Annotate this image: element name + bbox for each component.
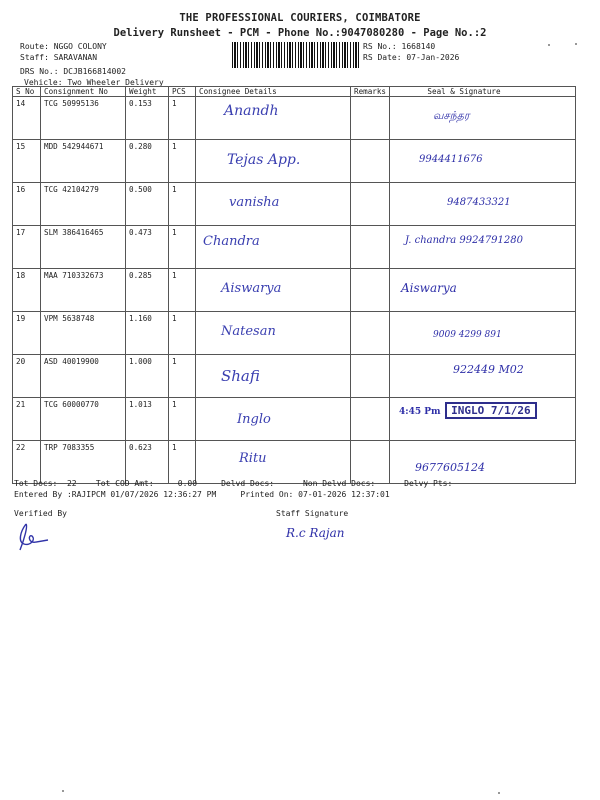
row-consignment: MAA 710332673	[41, 269, 126, 312]
row-sno: 22	[13, 441, 41, 484]
col-consignment: Consignment No	[41, 87, 126, 97]
table-row	[13, 97, 576, 140]
row-weight: 0.623	[126, 441, 169, 484]
col-pcs: PCS	[169, 87, 196, 97]
row-pcs: 1	[169, 441, 196, 484]
row-sno: 18	[13, 269, 41, 312]
row-sno: 17	[13, 226, 41, 269]
signature-handwriting: J. chandra 9924791280	[405, 235, 523, 246]
col-signature: Seal & Signature	[390, 87, 576, 97]
signature-handwriting: 9944411676	[419, 154, 483, 165]
signature-handwriting: 9009 4299 891	[433, 330, 502, 340]
row-weight: 1.000	[126, 355, 169, 398]
row-pcs: 1	[169, 140, 196, 183]
row-weight: 0.285	[126, 269, 169, 312]
inglo-stamp: INGLO 7/1/26	[445, 402, 536, 419]
meta-right	[363, 41, 459, 63]
row-consignee	[196, 183, 351, 226]
meta-left	[20, 41, 164, 88]
verifier-signature	[14, 518, 54, 556]
row-consignee	[196, 140, 351, 183]
drs-label: DRS No.: DCJB166814002	[20, 67, 126, 76]
table-row	[13, 269, 576, 312]
row-weight: 1.013	[126, 398, 169, 441]
consignee-handwriting: Chandra	[203, 234, 260, 249]
signature-handwriting: 9487433321	[447, 197, 511, 208]
row-remarks	[351, 312, 390, 355]
table-row	[13, 140, 576, 183]
consignee-handwriting: vanisha	[229, 195, 280, 210]
row-pcs: 1	[169, 183, 196, 226]
col-sno: S No	[13, 87, 41, 97]
runsheet-table	[12, 86, 576, 484]
entered-line: Entered By :RAJIPCM 01/07/2026 12:36:27 PM Printed On: 07-01-2026 12:37:01	[14, 490, 390, 499]
row-weight: 0.280	[126, 140, 169, 183]
row-consignment: TCG 50995136	[41, 97, 126, 140]
speck	[498, 792, 500, 794]
table-row	[13, 312, 576, 355]
row-signature	[390, 355, 576, 398]
row-remarks	[351, 97, 390, 140]
row-consignment: TCG 42104279	[41, 183, 126, 226]
row-remarks	[351, 183, 390, 226]
consignee-handwriting: Natesan	[221, 324, 276, 339]
delivery-stamp-block	[393, 400, 572, 419]
speck	[62, 790, 64, 792]
speck	[548, 44, 550, 46]
row-remarks	[351, 226, 390, 269]
consignee-handwriting: Tejas App.	[227, 152, 301, 168]
barcode	[232, 42, 360, 68]
row-signature	[390, 226, 576, 269]
row-consignee	[196, 97, 351, 140]
table-row	[13, 355, 576, 398]
row-consignee	[196, 312, 351, 355]
row-pcs: 1	[169, 97, 196, 140]
row-sno: 15	[13, 140, 41, 183]
col-remarks: Remarks	[351, 87, 390, 97]
row-consignment: ASD 40019900	[41, 355, 126, 398]
row-signature	[390, 312, 576, 355]
col-consignee: Consignee Details	[196, 87, 351, 97]
rs-date: RS Date: 07-Jan-2026	[363, 53, 460, 62]
row-weight: 0.153	[126, 97, 169, 140]
signature-handwriting: 9677605124	[415, 461, 486, 474]
row-sno: 16	[13, 183, 41, 226]
row-sno: 14	[13, 97, 41, 140]
row-remarks	[351, 140, 390, 183]
consignee-handwriting: Inglo	[237, 412, 271, 427]
row-pcs: 1	[169, 355, 196, 398]
row-remarks	[351, 355, 390, 398]
row-remarks	[351, 398, 390, 441]
row-weight: 1.160	[126, 312, 169, 355]
row-sno: 21	[13, 398, 41, 441]
row-consignment: SLM 386416465	[41, 226, 126, 269]
signature-handwriting: Aiswarya	[401, 281, 457, 295]
row-pcs: 1	[169, 312, 196, 355]
consignee-handwriting: Anandh	[224, 103, 279, 119]
row-pcs: 1	[169, 398, 196, 441]
consignee-handwriting: Shafi	[221, 367, 260, 385]
rs-number: RS No.: 1668140	[363, 42, 436, 51]
staff-signature-handwriting: R.c Rajan	[286, 526, 345, 540]
row-signature	[390, 140, 576, 183]
row-weight: 0.473	[126, 226, 169, 269]
row-signature	[390, 269, 576, 312]
row-pcs: 1	[169, 269, 196, 312]
staff-label: Staff: SARAVANAN	[20, 53, 98, 62]
col-weight: Weight	[126, 87, 169, 97]
table-row	[13, 226, 576, 269]
totals-line: Tot Docs: 22 Tot COD Amt: 0.00 Delvd Docs: Non Delvd Docs: Delvy Pts:	[14, 479, 453, 488]
route-label: Route: NGGO COLONY	[20, 42, 107, 51]
row-signature	[390, 97, 576, 140]
company-title: THE PROFESSIONAL COURIERS, COIMBATORE	[179, 12, 421, 24]
signature-handwriting: வசந்தர	[433, 109, 470, 122]
row-pcs: 1	[169, 226, 196, 269]
table-row	[13, 183, 576, 226]
consignee-handwriting: Ritu	[239, 451, 267, 466]
signature-handwriting: 4:45 Pm	[399, 407, 441, 417]
row-consignee	[196, 269, 351, 312]
row-consignee	[196, 398, 351, 441]
row-signature	[390, 398, 576, 441]
row-consignment: MDD 542944671	[41, 140, 126, 183]
row-consignment: TRP 7083355	[41, 441, 126, 484]
table-row	[13, 398, 576, 441]
row-consignee	[196, 226, 351, 269]
speck	[575, 43, 577, 45]
row-consignment: VPM 5638748	[41, 312, 126, 355]
row-signature	[390, 183, 576, 226]
staff-signature-label: Staff Signature	[276, 509, 349, 518]
row-consignment: TCG 60000770	[41, 398, 126, 441]
row-remarks	[351, 269, 390, 312]
row-sno: 19	[13, 312, 41, 355]
consignee-handwriting: Aiswarya	[221, 281, 282, 296]
table-header-row	[13, 87, 576, 97]
row-sno: 20	[13, 355, 41, 398]
runsheet-title: Delivery Runsheet - PCM - Phone No.:9047080280 - Page No.:2	[113, 27, 487, 39]
vehicle-label: Vehicle: Two Wheeler Delivery	[24, 78, 164, 87]
row-consignee	[196, 355, 351, 398]
row-weight: 0.500	[126, 183, 169, 226]
signature-handwriting: 922449 M02	[453, 363, 524, 376]
verified-by-label: Verified By	[14, 509, 67, 518]
